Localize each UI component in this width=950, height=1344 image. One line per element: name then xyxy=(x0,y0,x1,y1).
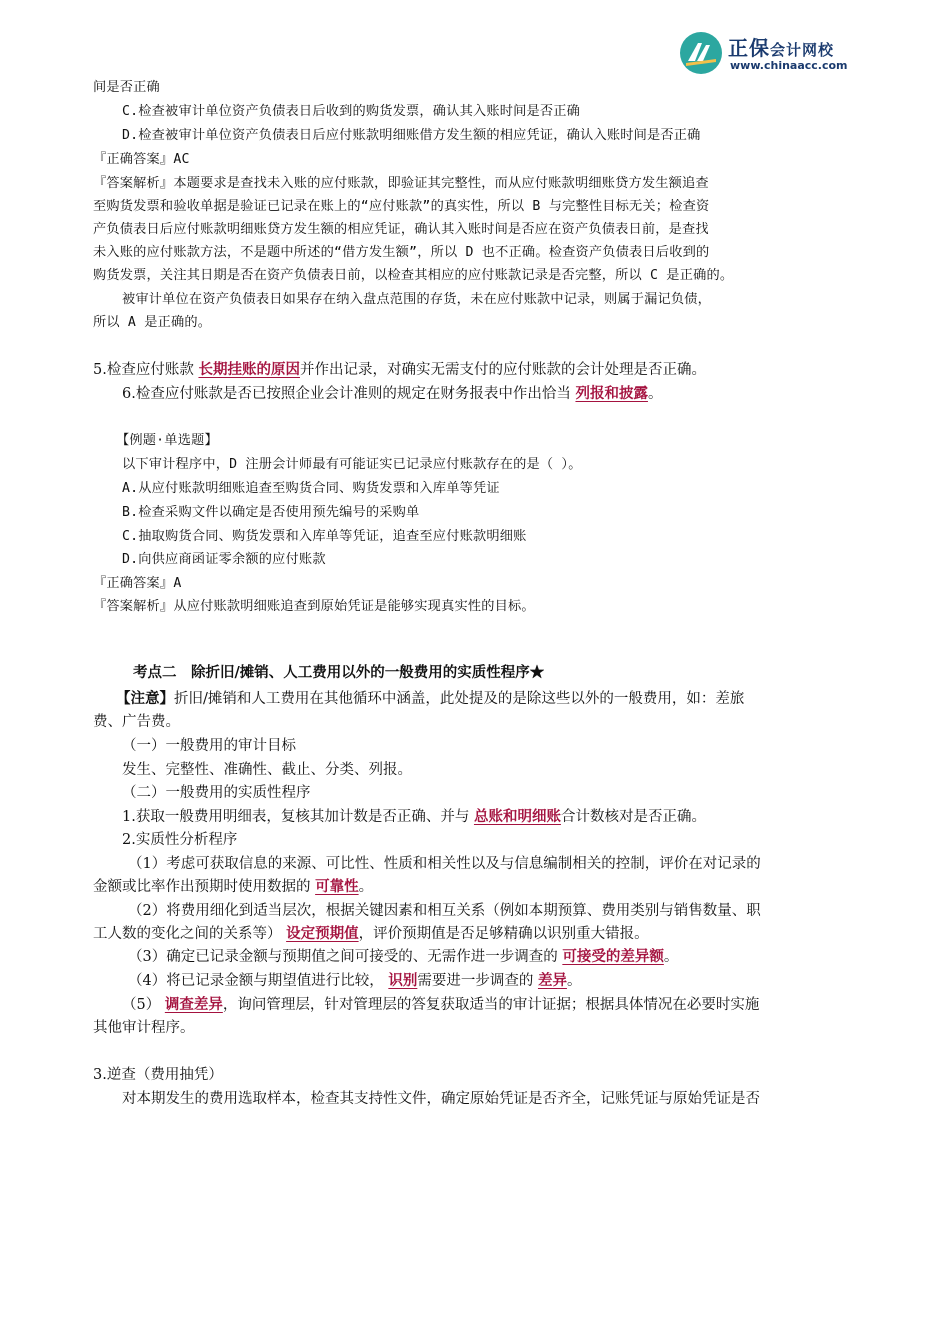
keyword-identify: 识别 xyxy=(388,972,418,989)
q1-explanation-line3: 产负债表日后应付账款明细账贷方发生额的相应凭证，确认其入账时间是否应在资产负债表日前，是查找 xyxy=(93,222,709,237)
procedure-3: 3.逆查（费用抽凭） xyxy=(93,1067,223,1083)
analysis-1-cont: 金额或比率作出预期时使用数据的 可靠性。 xyxy=(93,878,374,895)
analysis-5-cont: 其他审计程序。 xyxy=(93,1020,195,1036)
procedure-1: 1.获取一般费用明细表，复核其加计数是否正确、并与 总账和明细账合计数核对是否正确。 xyxy=(122,808,706,825)
q2-title: 【例题·单选题】 xyxy=(116,433,218,448)
analysis-4: （4）将已记录金额与期望值进行比较， 识别需要进一步调查的 差异。 xyxy=(128,972,582,989)
section2-note-line1: 【注意】折旧/摊销和人工费用在其他循环中涵盖，此处提及的是除这些以外的一般费用，如：差旅 xyxy=(116,690,745,707)
keyword-long-overdue-reason: 长期挂账的原因 xyxy=(198,361,300,378)
brand-logo xyxy=(678,28,888,76)
section2-sub1: （一）一般费用的审计目标 xyxy=(122,738,296,754)
analysis-5: （5） 调查差异，询问管理层，针对管理层的答复获取适当的审计证据；根据具体情况在必要时实施 xyxy=(122,996,760,1013)
item-5: 5.检查应付账款 长期挂账的原因并作出记录，对确实无需支付的应付账款的会计处理是否正确。 xyxy=(93,361,706,378)
q2-option-c: C.抽取购货合同、购货发票和入库单等凭证，追查至应付账款明细账 xyxy=(122,529,527,544)
q1-line0: 间是否正确 xyxy=(93,80,160,95)
analysis-3: （3）确定已记录金额与预期值之间可接受的、无需作进一步调查的 可接受的差异额。 xyxy=(128,948,679,965)
brand-logo-icon xyxy=(678,30,724,76)
keyword-acceptable-difference: 可接受的差异额 xyxy=(562,948,664,965)
procedure-3-body: 对本期发生的费用选取样本，检查其支持性文件，确定原始凭证是否齐全，记账凭证与原始凭证是否 xyxy=(122,1091,760,1107)
q1-explanation-line6: 被审计单位在资产负债表日如果存在纳入盘点范围的存货，未在应付账款中记录，则属于漏记负债， xyxy=(122,292,712,307)
q2-option-a: A.从应付账款明细账追查至购货合同、购货发票和入库单等凭证 xyxy=(122,481,500,496)
q1-answer: 『正确答案』AC xyxy=(93,152,190,167)
q2-option-b: B.检查采购文件以确定是否使用预先编号的采购单 xyxy=(122,505,420,520)
keyword-presentation-disclosure: 列报和披露 xyxy=(575,385,648,402)
keyword-investigate-difference: 调查差异 xyxy=(164,996,223,1013)
procedure-2: 2.实质性分析程序 xyxy=(122,832,238,848)
analysis-2: （2）将费用细化到适当层次，根据关键因素和相互关系（例如本期预算、费用类别与销售数量、职 xyxy=(128,903,761,919)
keyword-expected-value: 设定预期值 xyxy=(286,925,359,942)
brand-url: www.chinaacc.com xyxy=(730,59,848,72)
q1-explanation-line4: 未入账的应付账款方法，不是题中所述的“借方发生额”，所以 D 也不正确。检查资产负债表日后收到的 xyxy=(93,245,710,260)
brand-name: 正保会计网校 xyxy=(728,36,835,60)
section2-sub2: （二）一般费用的实质性程序 xyxy=(122,785,311,801)
section2-note-line2: 费、广告费。 xyxy=(93,714,180,730)
item-6: 6.检查应付账款是否已按照企业会计准则的规定在财务报表中作出恰当 列报和披露。 xyxy=(122,385,663,402)
section2-heading: 考点二 除折旧/摊销、人工费用以外的一般费用的实质性程序★ xyxy=(133,664,545,681)
q2-explanation: 『答案解析』从应付账款明细账追查到原始凭证是能够实现真实性的目标。 xyxy=(93,599,535,614)
section2-sub1-body: 发生、完整性、准确性、截止、分类、列报。 xyxy=(122,762,412,778)
analysis-1: （1）考虑可获取信息的来源、可比性、性质和相关性以及与信息编制相关的控制，评价在对记录的 xyxy=(128,856,761,872)
keyword-ledger: 总账和明细账 xyxy=(473,808,561,825)
analysis-2-cont: 工人数的变化之间的关系等） 设定预期值，评价预期值是否足够精确以识别重大错报。 xyxy=(93,925,649,942)
q2-option-d: D.向供应商函证零余额的应付账款 xyxy=(122,552,326,567)
q1-option-c: C.检查被审计单位资产负债表日后收到的购货发票，确认其入账时间是否正确 xyxy=(122,104,581,119)
keyword-reliability: 可靠性 xyxy=(315,878,359,895)
q1-option-d: D.检查被审计单位资产负债表日后应付账款明细账借方发生额的相应凭证，确认入账时间是否正确 xyxy=(122,128,701,143)
q1-explanation-line1: 『答案解析』本题要求是查找未入账的应付账款，即验证其完整性，而从应付账款明细账贷方发生额追查 xyxy=(93,176,709,191)
q2-answer: 『正确答案』A xyxy=(93,576,182,591)
q1-explanation-line5: 购货发票，关注其日期是否在资产负债表日前，以检查其相应的应付账款记录是否完整，所以 C 是正确的。 xyxy=(93,268,734,283)
q1-explanation-line2: 至购货发票和验收单据是验证已记录在账上的“应付账款”的真实性，所以 B 与完整性目标无关；检查资 xyxy=(93,199,710,214)
keyword-difference: 差异 xyxy=(537,972,567,989)
q2-stem: 以下审计程序中，D 注册会计师最有可能证实已记录应付账款存在的是（ ）。 xyxy=(122,457,582,472)
q1-explanation-line7: 所以 A 是正确的。 xyxy=(93,315,212,330)
clipped-text-fragment xyxy=(93,60,203,65)
